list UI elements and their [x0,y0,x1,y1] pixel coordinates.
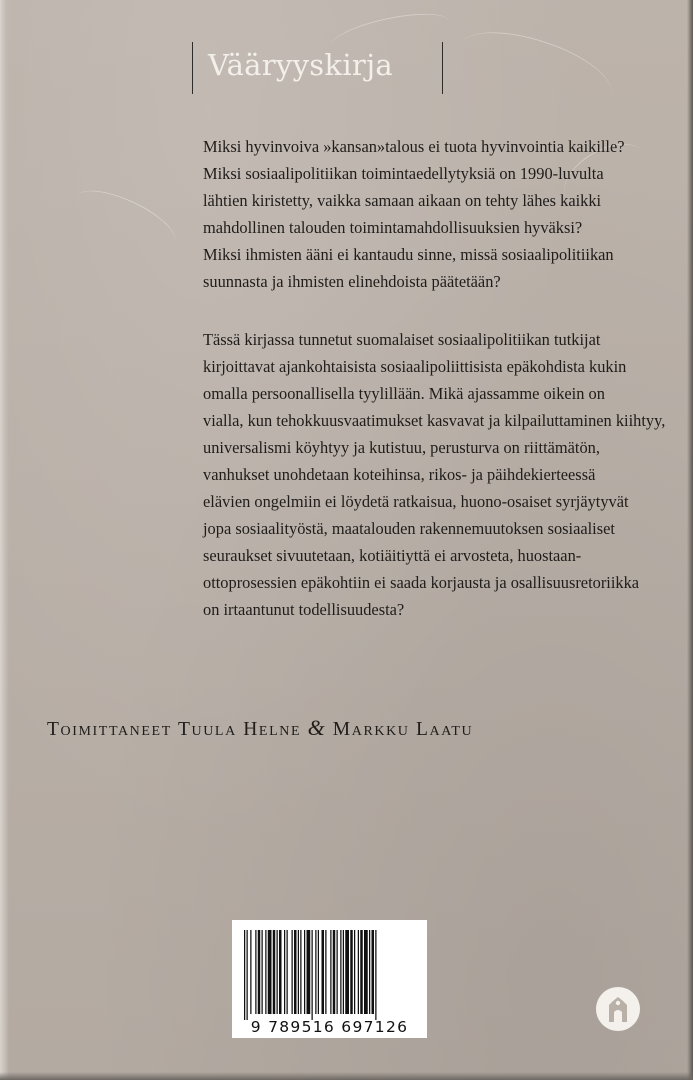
intro-paragraph [203,133,663,295]
editor-name: Tuula Helne [177,719,302,740]
barcode-bar [358,930,359,1014]
barcode-bar [262,930,263,1014]
body-line: on irtaantunut todellisuudesta? [203,600,405,619]
barcode-bar [315,930,316,1014]
cover-bottom-edge [0,1072,693,1080]
barcode-bar [284,930,285,1014]
body-line: universalismi köyhtyy ja kutistuu, perusturva on riittämätön, [203,438,600,457]
barcode-bar [354,930,355,1014]
barcode-bar [250,930,251,1014]
barcode-bar [258,930,261,1014]
body-line: vialla, kun tehokkuusvaatimukset kasvavat ja kilpailuttaminen kiihtyy, [203,411,666,430]
barcode-bar [343,930,344,1014]
barcode-bar [364,930,368,1014]
barcode-bar [337,930,338,1014]
cover-left-edge [0,0,9,1080]
cover-scratch [66,179,183,263]
barcode-bar [375,930,376,1020]
barcode-bar [307,930,311,1014]
intro-line: Miksi sosiaalipolitiikan toimintaedellytyksiä on 1990-luvulta [203,164,604,183]
barcode-bar [318,930,319,1014]
isbn-number: 9 789516 697126 [250,1018,409,1036]
cover-right-edge [687,0,693,1080]
barcode-bar [360,930,363,1014]
barcode-bar [369,930,370,1014]
body-line: jopa sosiaalityöstä, maatalouden rakennemuutoksen sosiaaliset [203,519,615,538]
barcode-bar [322,930,325,1014]
editors-prefix: Toimittaneet [47,719,172,740]
barcode-bar [273,930,276,1014]
barcode-bar [265,930,266,1014]
title-left-rule [192,42,193,94]
intro-line: Miksi hyvinvoiva »kansan»talous ei tuota hyvinvointia kaikille? [203,137,625,156]
barcode-bar [345,930,349,1014]
body-line: kirjoittavat ajankohtaisista sosiaalipoliittisista epäkohdista kukin [203,357,627,376]
barcode-bar [340,930,341,1014]
barcode-bar [292,930,293,1014]
barcode-bar [244,930,245,1020]
body-paragraph [203,326,666,623]
barcode-bar [333,930,336,1014]
publisher-logo-icon [595,986,641,1032]
intro-line: suunnasta ja ihmisten elinehdoista päätetään? [203,272,501,291]
barcode-bar [312,930,313,1020]
editor-name: Markku Laatu [332,719,474,740]
barcode-bar [277,930,278,1014]
barcode-bar [300,930,301,1014]
editors-credit [47,715,473,741]
body-line: elävien ongelmiin ei löydetä ratkaisua, huono-osaiset syrjäytyvät [203,492,629,511]
barcode-bar [330,930,331,1014]
series-title: Vääryyskirja [208,48,393,82]
barcode-bar [298,930,299,1014]
ampersand: & [307,715,327,740]
barcode-bar [255,930,256,1014]
intro-line: Miksi ihmisten ääni ei kantaudu sinne, missä sosiaalipolitiikan [203,245,614,264]
title-right-rule [442,42,443,94]
intro-line: lähtien kiristetty, vaikka samaan aikaan on tehty lähes kaikki [203,191,602,210]
isbn-barcode [232,920,427,1038]
barcode-bar [287,930,288,1014]
barcode-bar [268,930,272,1014]
body-line: ottoprosessien epäkohtiin ei saada korjausta ja osallisuusretoriikka [203,573,640,592]
body-line: seuraukset sivuutetaan, kotiäitiyttä ei arvosteta, huostaan- [203,546,582,565]
body-line: Tässä kirjassa tunnetut suomalaiset sosiaalipolitiikan tutkijat [203,330,601,349]
barcode-bar [247,930,248,1020]
barcode-bar [350,930,353,1014]
body-line: vanhukset unohdetaan koteihinsa, rikos- ja päihdekierteessä [203,465,596,484]
barcode-bar [325,930,326,1014]
barcode-bar [294,930,297,1014]
barcode-bar [372,930,375,1014]
barcode-bar [304,930,305,1014]
barcode-bar [279,930,282,1014]
body-line: omalla persoonallisella tyylillään. Mikä ajassamme oikein on [203,384,605,403]
cover-scratch [449,17,620,124]
intro-line: mahdollinen talouden toimintamahdollisuuksien hyväksi? [203,218,583,237]
